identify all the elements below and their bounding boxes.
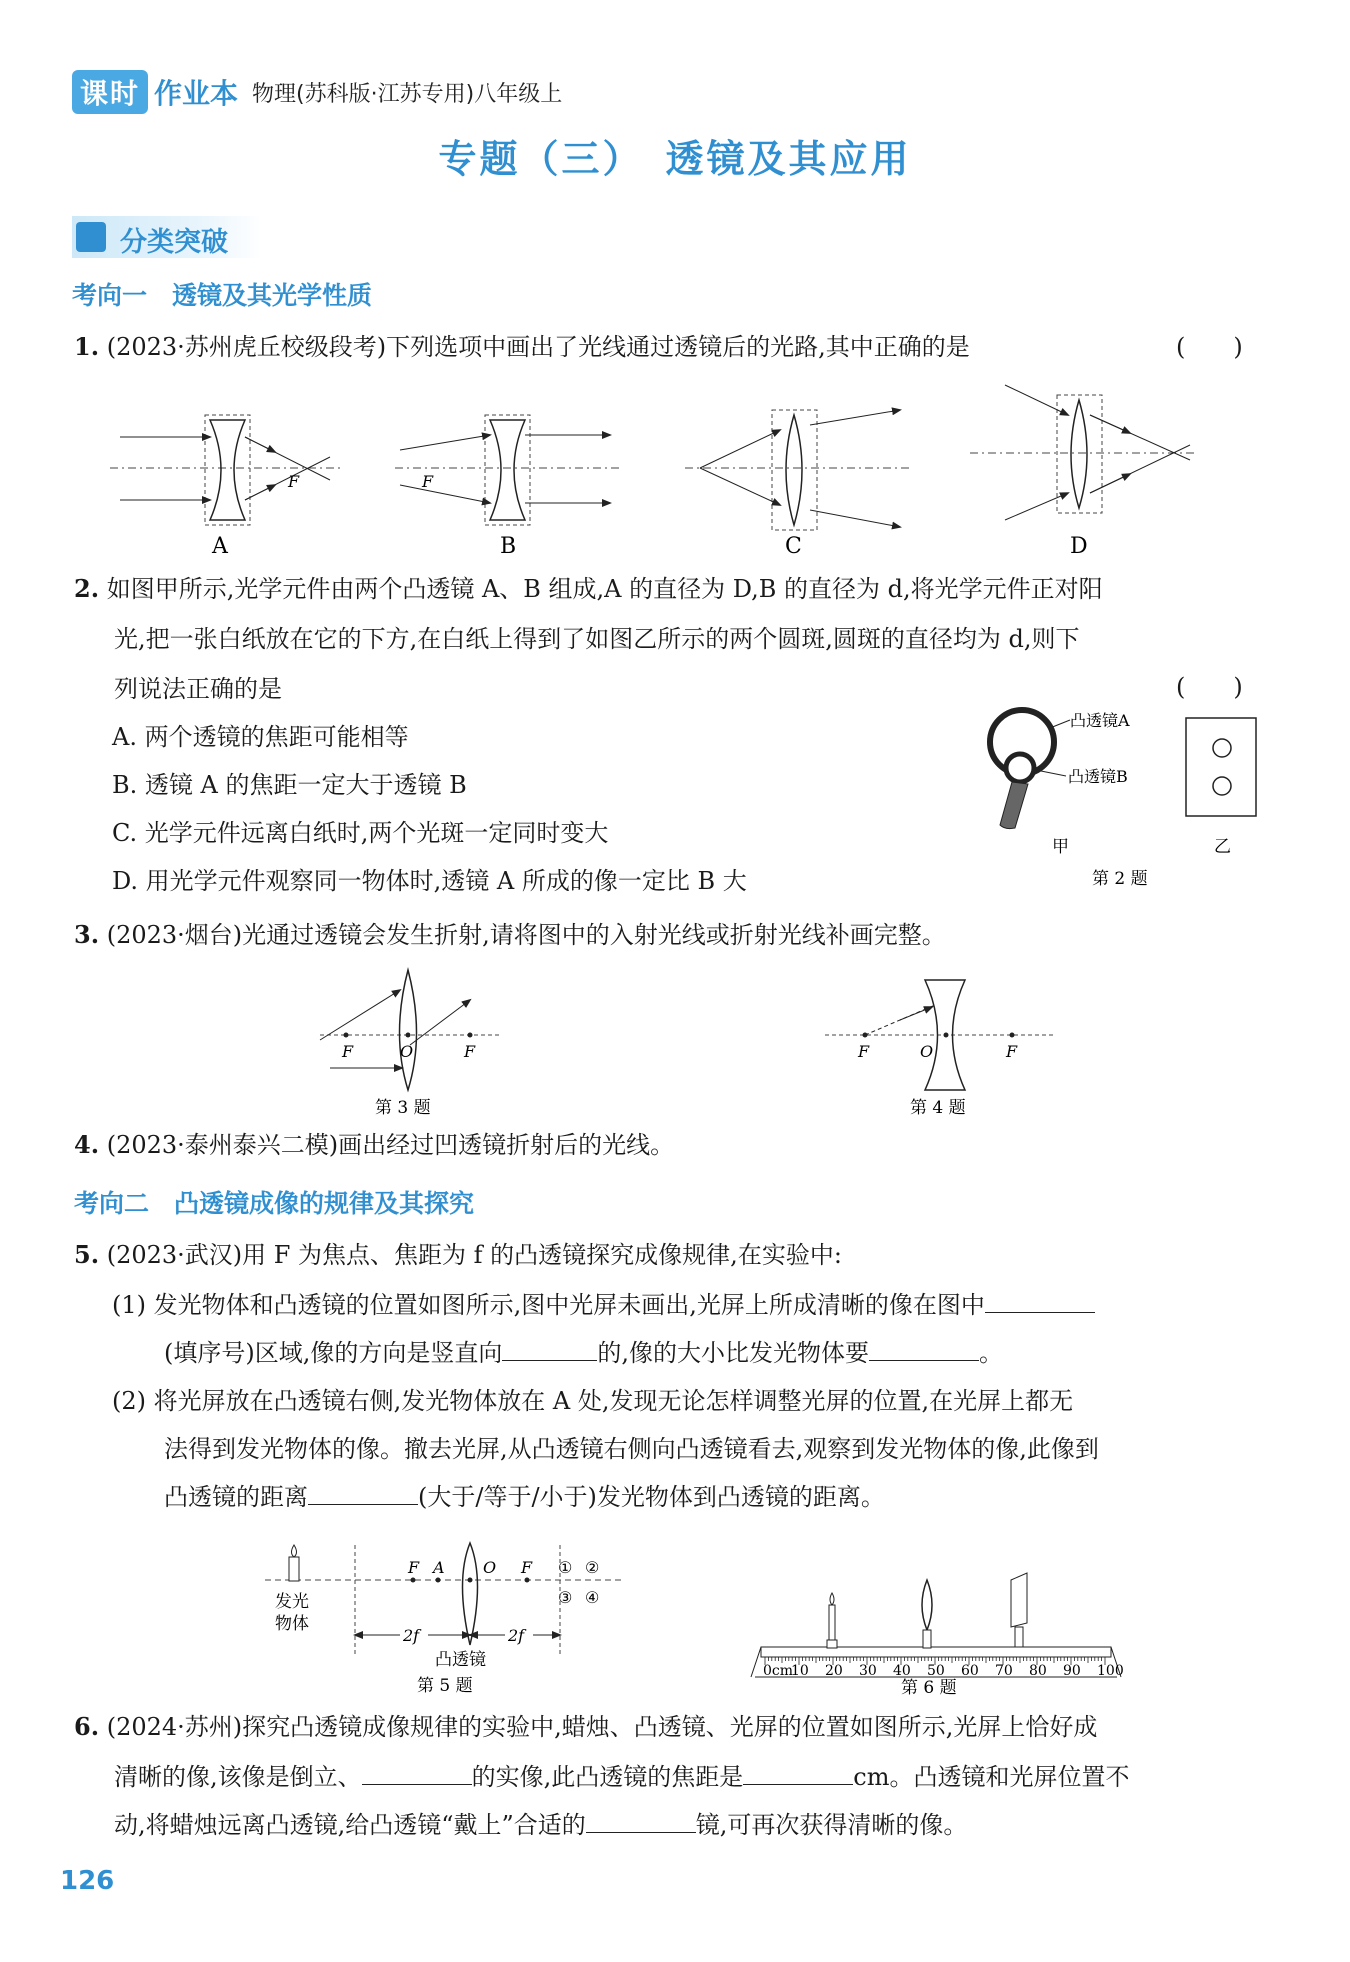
answer-blank[interactable] — [743, 1762, 853, 1785]
svg-text:F: F — [408, 1558, 420, 1577]
page-title: 专题（三） 透镜及其应用 — [438, 136, 912, 181]
ruler-label: 30 — [859, 1663, 877, 1679]
svg-text:F: F — [1006, 1042, 1018, 1061]
option-d-diagram — [970, 385, 1195, 559]
ruler-label: 60 — [961, 1663, 979, 1679]
svg-text:②: ② — [585, 1558, 600, 1577]
answer-bracket-1[interactable]: ( ) — [1176, 333, 1243, 361]
q2-option-d[interactable]: D. 用光学元件观察同一物体时,透镜 A 所成的像一定比 B 大 — [112, 867, 747, 895]
ruler-label: 90 — [1063, 1663, 1081, 1679]
answer-bracket-2[interactable]: ( ) — [1176, 673, 1243, 701]
q3-q4-figure — [310, 965, 1070, 1125]
ruler-label: 0cm — [763, 1663, 794, 1679]
svg-text:A: A — [433, 1558, 445, 1577]
ruler-label: 80 — [1029, 1663, 1047, 1679]
ruler-label: 50 — [927, 1663, 945, 1679]
svg-text:2f: 2f — [508, 1626, 525, 1645]
q2-figure — [960, 690, 1280, 900]
svg-text:甲: 甲 — [1052, 837, 1069, 857]
svg-text:物体: 物体 — [275, 1614, 309, 1634]
svg-text:O: O — [400, 1042, 414, 1061]
svg-text:凸透镜: 凸透镜 — [435, 1650, 486, 1670]
svg-text:凸透镜A: 凸透镜A — [1070, 711, 1130, 730]
answer-blank[interactable] — [502, 1338, 597, 1361]
q2-option-c[interactable]: C. 光学元件远离白纸时,两个光斑一定同时变大 — [112, 819, 609, 847]
logo-text: 作业本 — [154, 77, 239, 110]
option-c-diagram — [685, 410, 910, 559]
svg-text:第 5 题: 第 5 题 — [417, 1676, 473, 1696]
ruler-label: 20 — [825, 1663, 843, 1679]
svg-text:C: C — [785, 534, 802, 559]
svg-text:第 6 题: 第 6 题 — [901, 1678, 957, 1698]
direction-1: 考向一 透镜及其光学性质 — [72, 281, 373, 310]
answer-blank[interactable] — [362, 1762, 472, 1785]
section-title: 分类突破 — [120, 227, 228, 258]
answer-blank[interactable] — [985, 1290, 1095, 1313]
q1-figure — [100, 375, 1250, 565]
svg-text:D: D — [1070, 534, 1088, 559]
answer-blank[interactable] — [586, 1810, 696, 1833]
svg-text:F: F — [521, 1558, 533, 1577]
logo-box: 课时 — [72, 70, 148, 114]
q2-option-a[interactable]: A. 两个透镜的焦距可能相等 — [112, 723, 409, 751]
answer-blank[interactable] — [869, 1338, 979, 1361]
svg-text:F: F — [464, 1042, 476, 1061]
q5-part2-line3: 凸透镜的距离 (大于/等于/小于)发光物体到凸透镜的距离。 — [164, 1483, 885, 1511]
subject-label: 物理(苏科版·江苏专用)八年级上 — [252, 81, 563, 107]
svg-text:发光: 发光 — [275, 1592, 309, 1612]
book-icon — [76, 222, 106, 252]
ruler-label: 10 — [791, 1663, 809, 1679]
svg-text:B: B — [500, 534, 517, 559]
question-2-line2: 光,把一张白纸放在它的下方,在白纸上得到了如图乙所示的两个圆斑,圆斑的直径均为 d,则下 — [114, 625, 1080, 653]
page-number: 126 — [60, 1866, 115, 1896]
answer-blank[interactable] — [308, 1482, 418, 1505]
svg-text:2f: 2f — [403, 1626, 420, 1645]
svg-text:④: ④ — [585, 1588, 600, 1607]
svg-text:F: F — [288, 472, 300, 491]
direction-2: 考向二 凸透镜成像的规律及其探究 — [74, 1189, 475, 1218]
q6-figure — [745, 1565, 1125, 1700]
header — [72, 72, 562, 112]
svg-text:F: F — [422, 472, 434, 491]
svg-text:第 3 题: 第 3 题 — [375, 1098, 431, 1118]
section-badge — [72, 216, 262, 258]
question-4: 4. (2023·泰州泰兴二模)画出经过凹透镜折射后的光线。 — [74, 1130, 675, 1159]
q3-diagram — [320, 970, 500, 1118]
q5-part2-line2: 法得到发光物体的像。撤去光屏,从凸透镜右侧向凸透镜看去,观察到发光物体的像,此像到 — [164, 1435, 1099, 1463]
svg-text:第 2 题: 第 2 题 — [1092, 869, 1148, 889]
svg-text:A: A — [212, 534, 228, 559]
q5-part1-line1: (1) 发光物体和凸透镜的位置如图所示,图中光屏未画出,光屏上所成清晰的像在图中 — [112, 1290, 1095, 1320]
option-a-diagram — [110, 415, 340, 559]
question-2-line3: 列说法正确的是 — [114, 675, 282, 703]
q5-figure — [255, 1535, 635, 1700]
svg-text:第 4 题: 第 4 题 — [910, 1098, 966, 1118]
q2-option-b[interactable]: B. 透镜 A 的焦距一定大于透镜 B — [112, 771, 467, 799]
question-2: 2. 如图甲所示,光学元件由两个凸透镜 A、B 组成,A 的直径为 D,B 的直径为 d,将光学元件正对阳 — [74, 574, 1103, 603]
question-1-text: (2023·苏州虎丘校级段考)下列选项中画出了光线通过透镜后的光路,其中正确的是 — [106, 333, 970, 361]
q6-line3: 动,将蜡烛远离凸透镜,给凸透镜“戴上”合适的 镜,可再次获得清晰的像。 — [114, 1811, 968, 1839]
question-5: 5. (2023·武汉)用 F 为焦点、焦距为 f 的凸透镜探究成像规律,在实验中: — [74, 1240, 842, 1269]
svg-text:O: O — [920, 1042, 934, 1061]
ruler-label: 70 — [995, 1663, 1013, 1679]
svg-text:F: F — [858, 1042, 870, 1061]
svg-text:F: F — [342, 1042, 354, 1061]
svg-text:凸透镜B: 凸透镜B — [1068, 767, 1128, 786]
question-3: 3. (2023·烟台)光通过透镜会发生折射,请将图中的入射光线或折射光线补画完整。 — [74, 920, 946, 949]
svg-text:③: ③ — [558, 1588, 573, 1607]
q6-line2: 清晰的像,该像是倒立、 的实像,此凸透镜的焦距是 cm。凸透镜和光屏位置不 — [114, 1763, 1130, 1791]
q5-part1-line2: (填序号)区域,像的方向是竖直向 的,像的大小比发光物体要 。 — [164, 1339, 1003, 1367]
ruler-label: 100 — [1097, 1663, 1124, 1679]
q5-part2-line1: (2) 将光屏放在凸透镜右侧,发光物体放在 A 处,发现无论怎样调整光屏的位置,在光屏上都无 — [112, 1387, 1074, 1415]
ruler-label: 40 — [893, 1663, 911, 1679]
svg-text:乙: 乙 — [1214, 837, 1231, 857]
q4-diagram — [825, 980, 1055, 1118]
svg-text:O: O — [483, 1558, 497, 1577]
question-6: 6. (2024·苏州)探究凸透镜成像规律的实验中,蜡烛、凸透镜、光屏的位置如图所示,光屏上恰好成 — [74, 1712, 1098, 1741]
option-b-diagram — [395, 415, 620, 559]
svg-text:①: ① — [558, 1558, 573, 1577]
question-1: 1. (2023·苏州虎丘校级段考)下列选项中画出了光线通过透镜后的光路,其中正确的是 — [74, 332, 970, 361]
